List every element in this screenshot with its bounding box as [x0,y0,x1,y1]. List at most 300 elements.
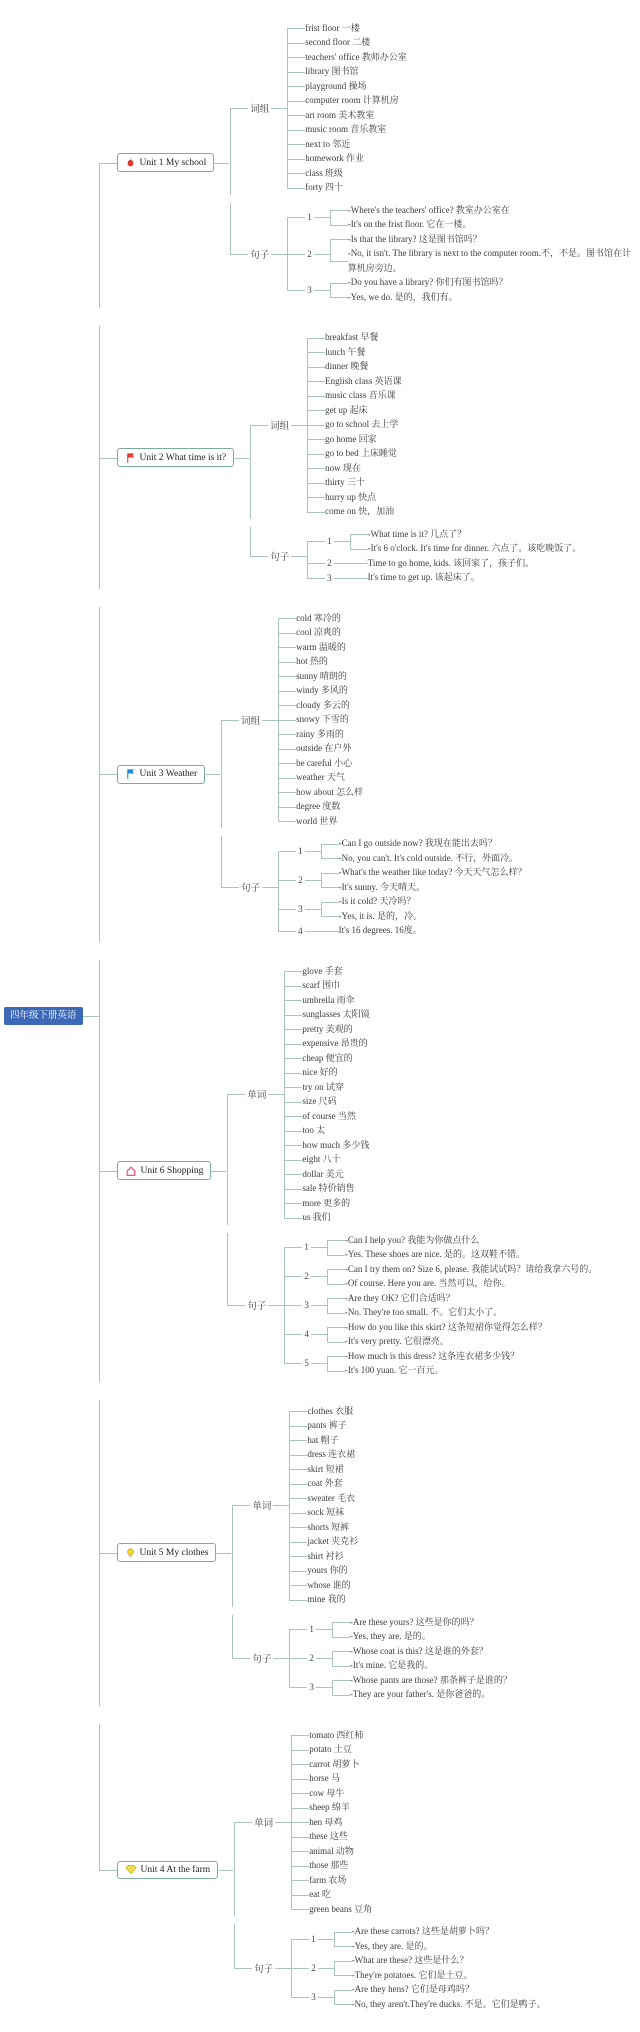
group-subtree [268,527,581,585]
word-branch [289,1520,358,1535]
sentence-lines [350,527,582,556]
word-branch [284,978,369,993]
group-label[interactable]: 句子 [239,879,262,895]
sentence-line-branch [350,541,582,556]
sentence-subtree [309,1924,494,1953]
word-item: dollar 美元 [302,1168,344,1179]
word-branch [284,1138,369,1153]
group-label[interactable]: 词组 [268,417,291,433]
group-label[interactable]: 单词 [252,1814,275,1830]
word-branch [289,1578,358,1593]
sentence-branch [289,1615,511,1644]
sentence-branch [307,527,581,556]
sentence-number[interactable]: 1 [327,536,332,547]
word-branch [307,475,402,490]
word-branch [278,669,363,684]
word-branch [284,1196,369,1211]
sentence-line: -No, they aren't.They're ducks. 不是。它们是鸭子。 [351,1998,546,2009]
word-item: skirt 短裙 [307,1463,344,1474]
blue-flag-icon [125,768,136,780]
sentence-subtree [302,1349,519,1378]
group-subtree [268,330,402,519]
word-branch [289,1447,358,1462]
word-branch [278,640,363,655]
group-label[interactable]: 词组 [239,712,262,728]
sentence-branch [284,1262,597,1291]
sentence-line-branch [332,1615,479,1630]
word-branch [289,1549,358,1564]
sentence-lines [330,232,633,276]
sentence-line: -It's on the frist floor. 它在一楼。 [347,219,472,230]
word-branch [284,1123,369,1138]
sentence-line-branch [330,203,510,218]
sentence-line-branch [334,1997,546,2012]
word-branch [287,137,406,152]
word-branch [278,654,363,669]
sentence-line-branch [332,1644,488,1659]
word-item: music room 音乐教室 [305,124,387,135]
unit-branch [99,1724,633,2016]
sentence-branch [289,1644,511,1673]
word-branch [307,446,402,461]
sentence-lines [330,203,510,232]
unit-branch [99,1400,633,1706]
group-subtree [239,836,526,938]
diamond-icon [125,1864,137,1875]
word-item: jacket 夹克衫 [307,1536,359,1547]
group-children [284,1233,597,1378]
sentence-line-branch [350,570,480,585]
sentence-line: Time to go home, kids. 该回家了，孩子们。 [367,557,535,568]
word-item: farm 农场 [309,1874,347,1885]
word-item: lunch 午餐 [325,346,366,357]
word-branch [287,35,406,50]
sentence-number[interactable]: 4 [304,1329,309,1340]
sentence-number[interactable]: 1 [307,212,312,223]
sentence-number[interactable]: 3 [309,1682,314,1693]
word-item: those 那些 [309,1860,349,1871]
word-branch [284,1167,369,1182]
sentence-line-branch [330,290,508,305]
word-item: pretty 美观的 [302,1023,353,1034]
group-branch [232,1404,511,1607]
word-item: try on 试穿 [302,1081,344,1092]
sentence-line: -Are these yours? 这些是你的吗？ [349,1616,479,1627]
sentence-branch [307,570,581,585]
sentence-line-branch [327,1334,547,1349]
sentence-line: -Whose pants are those? 那条裤子是谁的？ [349,1674,512,1685]
sentence-number[interactable]: 3 [298,903,303,914]
sentence-line: -No, it isn't. The library is next to the computer room.不，不是。图书馆在计算机房旁边。 [347,248,631,273]
group-subtree [248,203,633,305]
unit-subtree [117,326,582,589]
sentence-lines [334,1924,494,1953]
word-branch [278,727,363,742]
sentence-branch [289,1673,511,1702]
word-item: sunglasses 太阳镜 [302,1009,370,1020]
word-branch [284,1109,369,1124]
sentence-lines [321,923,422,938]
word-branch [307,345,402,360]
word-item: second floor 二楼 [305,37,371,48]
group-subtree [245,964,369,1225]
word-item: coat 外套 [307,1478,343,1489]
sentence-subtree [307,1615,478,1644]
word-item: be careful 小心 [296,757,353,768]
sentence-number[interactable]: 2 [307,248,312,259]
sentence-number[interactable]: 3 [327,572,332,583]
group-branch [230,203,633,305]
sentence-line-branch [321,836,518,851]
word-item: dress 连衣裙 [307,1449,356,1460]
sentence-line-branch [321,880,527,895]
sentence-subtree [309,1953,472,1982]
word-branch [278,799,363,814]
word-item: go to bed 上床睡觉 [325,448,397,459]
sentence-branch [278,865,526,894]
sentence-number[interactable]: 2 [298,874,303,885]
root-subtree [4,8,633,2025]
sentence-number[interactable]: 1 [311,1933,316,1944]
group-branch [234,1924,545,2011]
word-branch [284,1094,369,1109]
word-item: computer room 计算机房 [305,95,399,106]
sentence-lines [334,1982,546,2011]
sentence-line-branch [332,1658,488,1673]
sentence-line: -Can I help you? 我能为你做点什么 [344,1234,480,1245]
group-branch [250,527,581,585]
sentence-subtree [302,1262,597,1291]
sentence-line: -Are they hens? 它们是母鸡吗？ [351,1984,474,1995]
sentence-line: -It's mine. 它是我的。 [349,1660,434,1671]
word-branch [289,1462,358,1477]
word-item: eight 八十 [302,1154,341,1165]
sentence-number[interactable]: 3 [311,1991,316,2002]
sentence-line-branch [327,1291,502,1306]
word-branch [307,432,402,447]
sentence-branch [278,836,526,865]
group-label[interactable]: 句子 [250,1650,273,1666]
home-icon [125,1165,137,1177]
sentence-line: -Is it cold? 天冷吗？ [338,896,416,907]
sentence-subtree [305,232,633,276]
word-item: forty 四十 [305,182,344,193]
word-branch [291,1829,372,1844]
sentence-subtree [325,527,581,556]
word-item: library 图书馆 [305,66,359,77]
word-branch [307,359,402,374]
group-label[interactable]: 句子 [268,548,291,564]
word-item: shorts 短裤 [307,1521,350,1532]
word-branch [289,1404,358,1419]
word-branch [291,1800,372,1815]
sentence-line: -It's 100 yuan. 它一百元。 [344,1365,444,1376]
word-branch [307,417,402,432]
word-item: green beans 豆角 [309,1903,373,1914]
group-subtree [245,1233,597,1378]
unit-node-5[interactable] [117,1543,217,1562]
word-branch [307,403,402,418]
sentence-lines [321,836,518,865]
word-branch [278,741,363,756]
word-item: get up 起床 [325,404,368,415]
word-item: clothes 衣服 [307,1405,354,1416]
group-label[interactable]: 句子 [245,1297,268,1313]
sentence-branch [284,1291,597,1320]
word-branch [291,1902,372,1917]
sentence-line: -Can I try them on? Size 6, please. 我能试试吗？请给我拿六号的。 [344,1263,598,1274]
sentence-subtree [325,570,480,585]
word-item: sheep 绵羊 [309,1802,350,1813]
sentence-line-branch [330,246,633,275]
group-children [287,203,633,305]
sentence-line: -How do you like this skirt? 这条短裙你觉得怎么样？ [344,1321,547,1332]
sentence-line-branch [327,1233,525,1248]
sentence-line: -It's very pretty. 它很漂亮。 [344,1336,449,1347]
word-branch [291,1858,372,1873]
group-subtree [248,21,406,195]
group-branch [221,611,526,829]
group-label[interactable]: 句子 [248,246,271,262]
word-item: scarf 围巾 [302,980,341,991]
word-branch [289,1534,358,1549]
sentence-lines [350,570,480,585]
sentence-line-branch [334,1968,473,1983]
group-branch [227,1233,597,1378]
unit-branch [99,326,633,589]
group-children [291,1924,545,2011]
sentence-branch [284,1233,597,1262]
sentence-subtree [302,1291,502,1320]
unit-title: Unit 5 My clothes [139,1547,209,1558]
word-item: cow 母牛 [309,1787,345,1798]
sentence-lines [332,1644,488,1673]
sentence-branch [284,1320,597,1349]
unit-node-2[interactable] [117,448,235,467]
group-subtree [250,1404,358,1607]
word-item: cloudy 多云的 [296,699,350,710]
sentence-line: -Is that the library? 这是图书馆吗？ [347,233,482,244]
group-branch [227,964,597,1225]
word-branch [284,1152,369,1167]
word-item: frist floor 一楼 [305,22,360,33]
word-branch [291,1757,372,1772]
sentence-branch [287,203,633,232]
word-branch [291,1815,372,1830]
word-item: cold 寒冷的 [296,612,341,623]
word-branch [307,490,402,505]
sentence-number[interactable]: 4 [298,925,303,936]
word-branch [284,1007,369,1022]
word-item: warm 温暖的 [296,641,346,652]
group-children [307,330,402,519]
group-children [289,1404,358,1607]
word-item: size 尺码 [302,1096,337,1107]
word-item: rainy 多雨的 [296,728,344,739]
sentence-lines [350,556,534,571]
word-item: weather 天气 [296,772,345,783]
unit-node-4[interactable] [117,1161,212,1180]
sentence-line-branch [332,1629,479,1644]
sentence-line: -How much is this dress? 这条连衣裙多少钱？ [344,1350,520,1361]
word-item: shirt 衬衫 [307,1550,344,1561]
word-item: art room 美术教室 [305,109,375,120]
sentence-lines [327,1349,519,1378]
word-item: potato 土豆 [309,1744,352,1755]
sentence-line-branch [334,1939,494,1954]
group-label[interactable]: 单词 [250,1497,273,1513]
word-item: these 这些 [309,1831,348,1842]
word-branch [291,1844,372,1859]
word-item: sale 特价销售 [302,1183,355,1194]
sentence-lines [330,275,508,304]
unit-title: Unit 6 Shopping [140,1165,204,1176]
sentence-line: -No. They're too small. 不。它们太小了。 [344,1307,503,1318]
sentence-number[interactable]: 2 [311,1962,316,1973]
sentence-line-branch [334,1924,494,1939]
word-item: of course 当然 [302,1110,356,1121]
word-item: next to 邻近 [305,138,351,149]
word-branch [278,785,363,800]
sentence-branch [278,923,526,938]
sentence-subtree [296,923,422,938]
sentence-line-branch [321,923,422,938]
sentence-branch [287,275,633,304]
sentence-lines [327,1291,502,1320]
unit-node-1[interactable] [117,153,215,172]
word-branch [284,1210,369,1225]
word-item: teachers' office 教师办公室 [305,51,407,62]
word-item: breakfast 早餐 [325,332,379,343]
sentence-number[interactable]: 1 [298,845,303,856]
sentence-subtree [325,556,534,571]
unit-title: Unit 1 My school [139,157,207,168]
word-item: us 我们 [302,1212,331,1223]
word-item: pants 裤子 [307,1420,347,1431]
sentence-line-branch [350,527,582,542]
sentence-subtree [305,203,510,232]
sentence-number[interactable]: 1 [304,1242,309,1253]
word-branch [284,964,369,979]
sentence-number[interactable]: 3 [307,284,312,295]
sentence-branch [291,1982,545,2011]
sentence-branch [278,894,526,923]
word-item: windy 多风的 [296,685,348,696]
sentence-line: -Are they OK? 它们合适吗？ [344,1292,455,1303]
group-label[interactable]: 词组 [248,100,271,116]
word-branch [278,683,363,698]
sentence-subtree [296,865,526,894]
sentence-line-branch [332,1687,512,1702]
sentence-number[interactable]: 2 [327,558,332,568]
unit-groups [227,960,597,1382]
word-item: class 班级 [305,167,344,178]
sentence-lines [327,1320,547,1349]
sentence-branch [287,232,633,276]
sentence-line-branch [330,275,508,290]
unit-groups [230,17,633,309]
sentence-line: -Whose coat is this? 这是谁的外套？ [349,1645,488,1656]
sentence-lines [334,1953,473,1982]
word-item: animal 动物 [309,1845,354,1856]
word-branch [307,330,402,345]
sentence-number[interactable]: 3 [304,1300,309,1311]
word-item: more 更多的 [302,1197,351,1208]
sentence-number[interactable]: 5 [304,1358,309,1369]
word-branch [278,712,363,727]
word-item: music class 音乐课 [325,390,396,401]
sentence-number[interactable]: 2 [304,1271,309,1282]
sentence-number[interactable]: 2 [309,1653,314,1664]
word-branch [278,625,363,640]
sentence-line-branch [334,1982,546,1997]
unit-title: Unit 4 At the farm [140,1864,211,1875]
sentence-subtree [309,1982,545,2011]
sentence-line: -What are these? 这些是什么？ [351,1955,469,1966]
group-label[interactable]: 句子 [252,1960,275,1976]
group-branch [232,1615,511,1702]
sentence-lines [327,1233,525,1262]
word-branch [287,180,406,195]
word-item: whose 谁的 [307,1579,351,1590]
sentence-line-branch [321,909,422,924]
unit-node-6[interactable] [117,1861,219,1879]
sentence-line: -What time is it? 几点了？ [367,528,467,539]
group-subtree [252,1728,372,1917]
sentence-line: -Yes, it is. 是的，冷。 [338,910,423,921]
word-item: mine 我的 [307,1594,346,1605]
unit-node-3[interactable] [117,765,206,784]
word-item: expensive 昂贵的 [302,1038,368,1049]
word-item: hat 帽子 [307,1434,339,1445]
word-item: hen 母鸡 [309,1816,343,1827]
word-branch [307,374,402,389]
word-item: degree 度数 [296,801,341,812]
word-item: playground 操场 [305,80,367,91]
word-item: hurry up 快点 [325,491,377,502]
word-branch [289,1418,358,1433]
word-branch [287,122,406,137]
sentence-branch [291,1953,545,1982]
sentence-line: It's time to get up. 该起床了。 [367,572,480,583]
word-branch [307,504,402,519]
group-label[interactable]: 单词 [245,1086,268,1102]
sentence-line: -No, you can't. It's cold outside. 不行，外面冷。 [338,852,519,863]
sentence-subtree [307,1673,511,1702]
sentence-number[interactable]: 1 [309,1624,314,1635]
root-node[interactable]: 四年级下册英语 [4,1007,83,1025]
word-branch [289,1505,358,1520]
sentence-subtree [305,275,507,304]
sentence-subtree [296,894,422,923]
group-children [284,964,369,1225]
sentence-line-branch [330,232,633,247]
word-item: sweater 毛衣 [307,1492,356,1503]
word-item: now 现在 [325,462,361,473]
word-item: go home 回家 [325,433,377,444]
word-item: nice 好的 [302,1067,338,1078]
word-branch [291,1742,372,1757]
sentence-line-branch [327,1320,547,1335]
group-subtree [250,1615,511,1702]
word-branch [289,1491,358,1506]
sentence-line: -It's 6 o'clock. It's time for dinner. 六点了。该吃晚饭了。 [367,543,582,554]
group-branch [230,21,633,195]
word-item: how about 怎么样 [296,786,364,797]
word-branch [287,93,406,108]
sentence-line-branch [350,556,534,571]
sentence-line: -They're potatoes. 它们是土豆。 [351,1969,473,1980]
